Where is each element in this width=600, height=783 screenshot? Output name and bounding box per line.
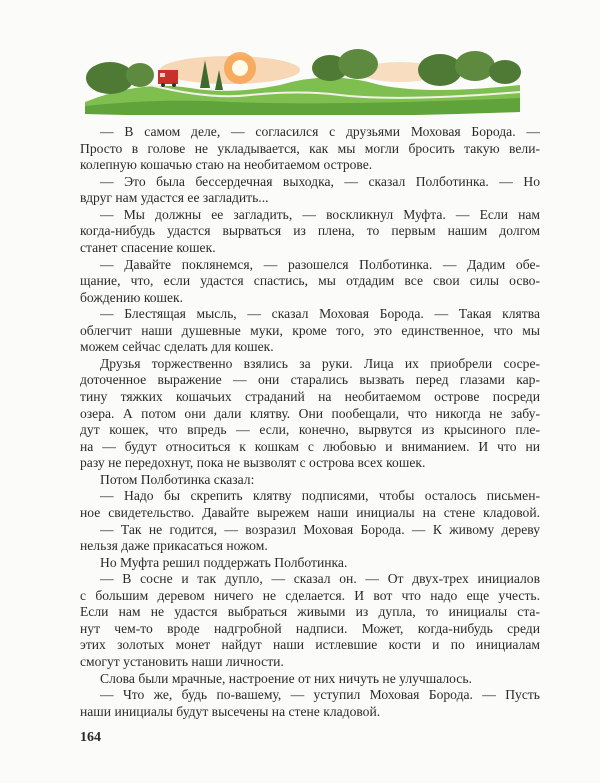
text-line: щание, что, если удастся спастись, мы отдадим все свои силы осво- [80, 273, 540, 289]
text-line: Друзья торжественно взялись за руки. Лица их приобрели сосре- [100, 355, 540, 371]
text-line: — В самом деле, — согласился с друзьями Моховая Борода. — [100, 124, 540, 139]
text-line: на — будут относиться к кошкам с любовью и вниманием. И что ни [80, 438, 540, 454]
text-line: колепную кошачью стаю на необитаемом острове. [80, 157, 373, 173]
text-line: — В сосне и так дупло, — сказал он. — От двух-трех инициалов [100, 571, 540, 587]
text-line: — Блестящая мысль, — сказал Моховая Борода. — Такая клятва [100, 306, 540, 322]
text-line: с большим деревом ничего не сделается. И вот что надо еще учесть. [80, 587, 540, 603]
text-line: бождению кошек. [80, 289, 184, 305]
text-line: наши инициалы будут высечены на стене кладовой. [80, 703, 381, 719]
text-line: облегчит наши душевные муки, кроме того, это единственное, что мы [80, 322, 540, 338]
body-text [80, 124, 540, 720]
text-line: — Давайте поклянемся, — разошелся Полботинка. — Дадим обе- [100, 256, 540, 272]
text-line: можем сейчас сделать для кошек. [80, 339, 274, 355]
text-line: ное свидетельство. Давайте вырежем наши инициалы на стене кладовой. [80, 504, 540, 520]
landscape-illustration [80, 40, 525, 115]
text-line: нельзя даже прикасаться ножом. [80, 538, 268, 554]
text-line: тину тяжких кошачьих страданий на необитаемом острове посреди [80, 389, 540, 404]
text-line: Слова были мрачные, настроение от них ничуть не улучшалось. [100, 670, 472, 686]
text-line: смогут установить наши личности. [80, 654, 284, 669]
text-line: нут чем-то вроде надгробной надписи. Может, когда-нибудь среди [80, 620, 540, 636]
text-line: Потом Полботинка сказал: [100, 471, 255, 487]
text-line: дут кошек, что впредь — если, конечно, вырвутся из крысиного пле- [80, 422, 540, 438]
text-line: Если нам не удастся выбраться живыми из дупла, то инициалы ста- [80, 604, 540, 620]
text-line: Но Муфта решил поддержать Полботинка. [100, 554, 348, 570]
text-line: Просто в голове не укладывается, как мы могли бросить такую вели- [80, 140, 540, 156]
text-line: озера. А потом они дали клятву. Они пообещали, что никогда не забу- [80, 405, 540, 421]
text-line: доточенное выражение — они старались вызвать перед глазами кар- [80, 372, 540, 388]
text-line: вдруг нам удастся ее загладить... [80, 190, 269, 206]
red-truck-icon [158, 70, 178, 87]
text-line: — Что же, будь по-вашему, — уступил Моховая Борода. — Пусть [100, 687, 540, 703]
text-line: станет спасение кошек. [80, 239, 216, 255]
text-line: когда-нибудь удастся вырваться из плена, то первым нашим долгом [80, 223, 540, 239]
text-line: разу не передохнут, пока не вызволят с острова всех кошек. [80, 455, 426, 471]
text-line: — Это была бессердечная выходка, — сказал Полботинка. — Но [100, 173, 540, 189]
text-line: этих золотых монет найдут наши истлевшие кости и по инициалам [80, 637, 540, 653]
text-line: — Так не годится, — возразил Моховая Борода. — К живому дереву [100, 521, 540, 537]
text-line: — Надо бы скрепить клятву подписями, чтобы осталось письмен- [100, 488, 540, 504]
text-line: — Мы должны ее загладить, — воскликнул Муфта. — Если нам [100, 206, 540, 222]
page-number: 164 [80, 730, 101, 745]
